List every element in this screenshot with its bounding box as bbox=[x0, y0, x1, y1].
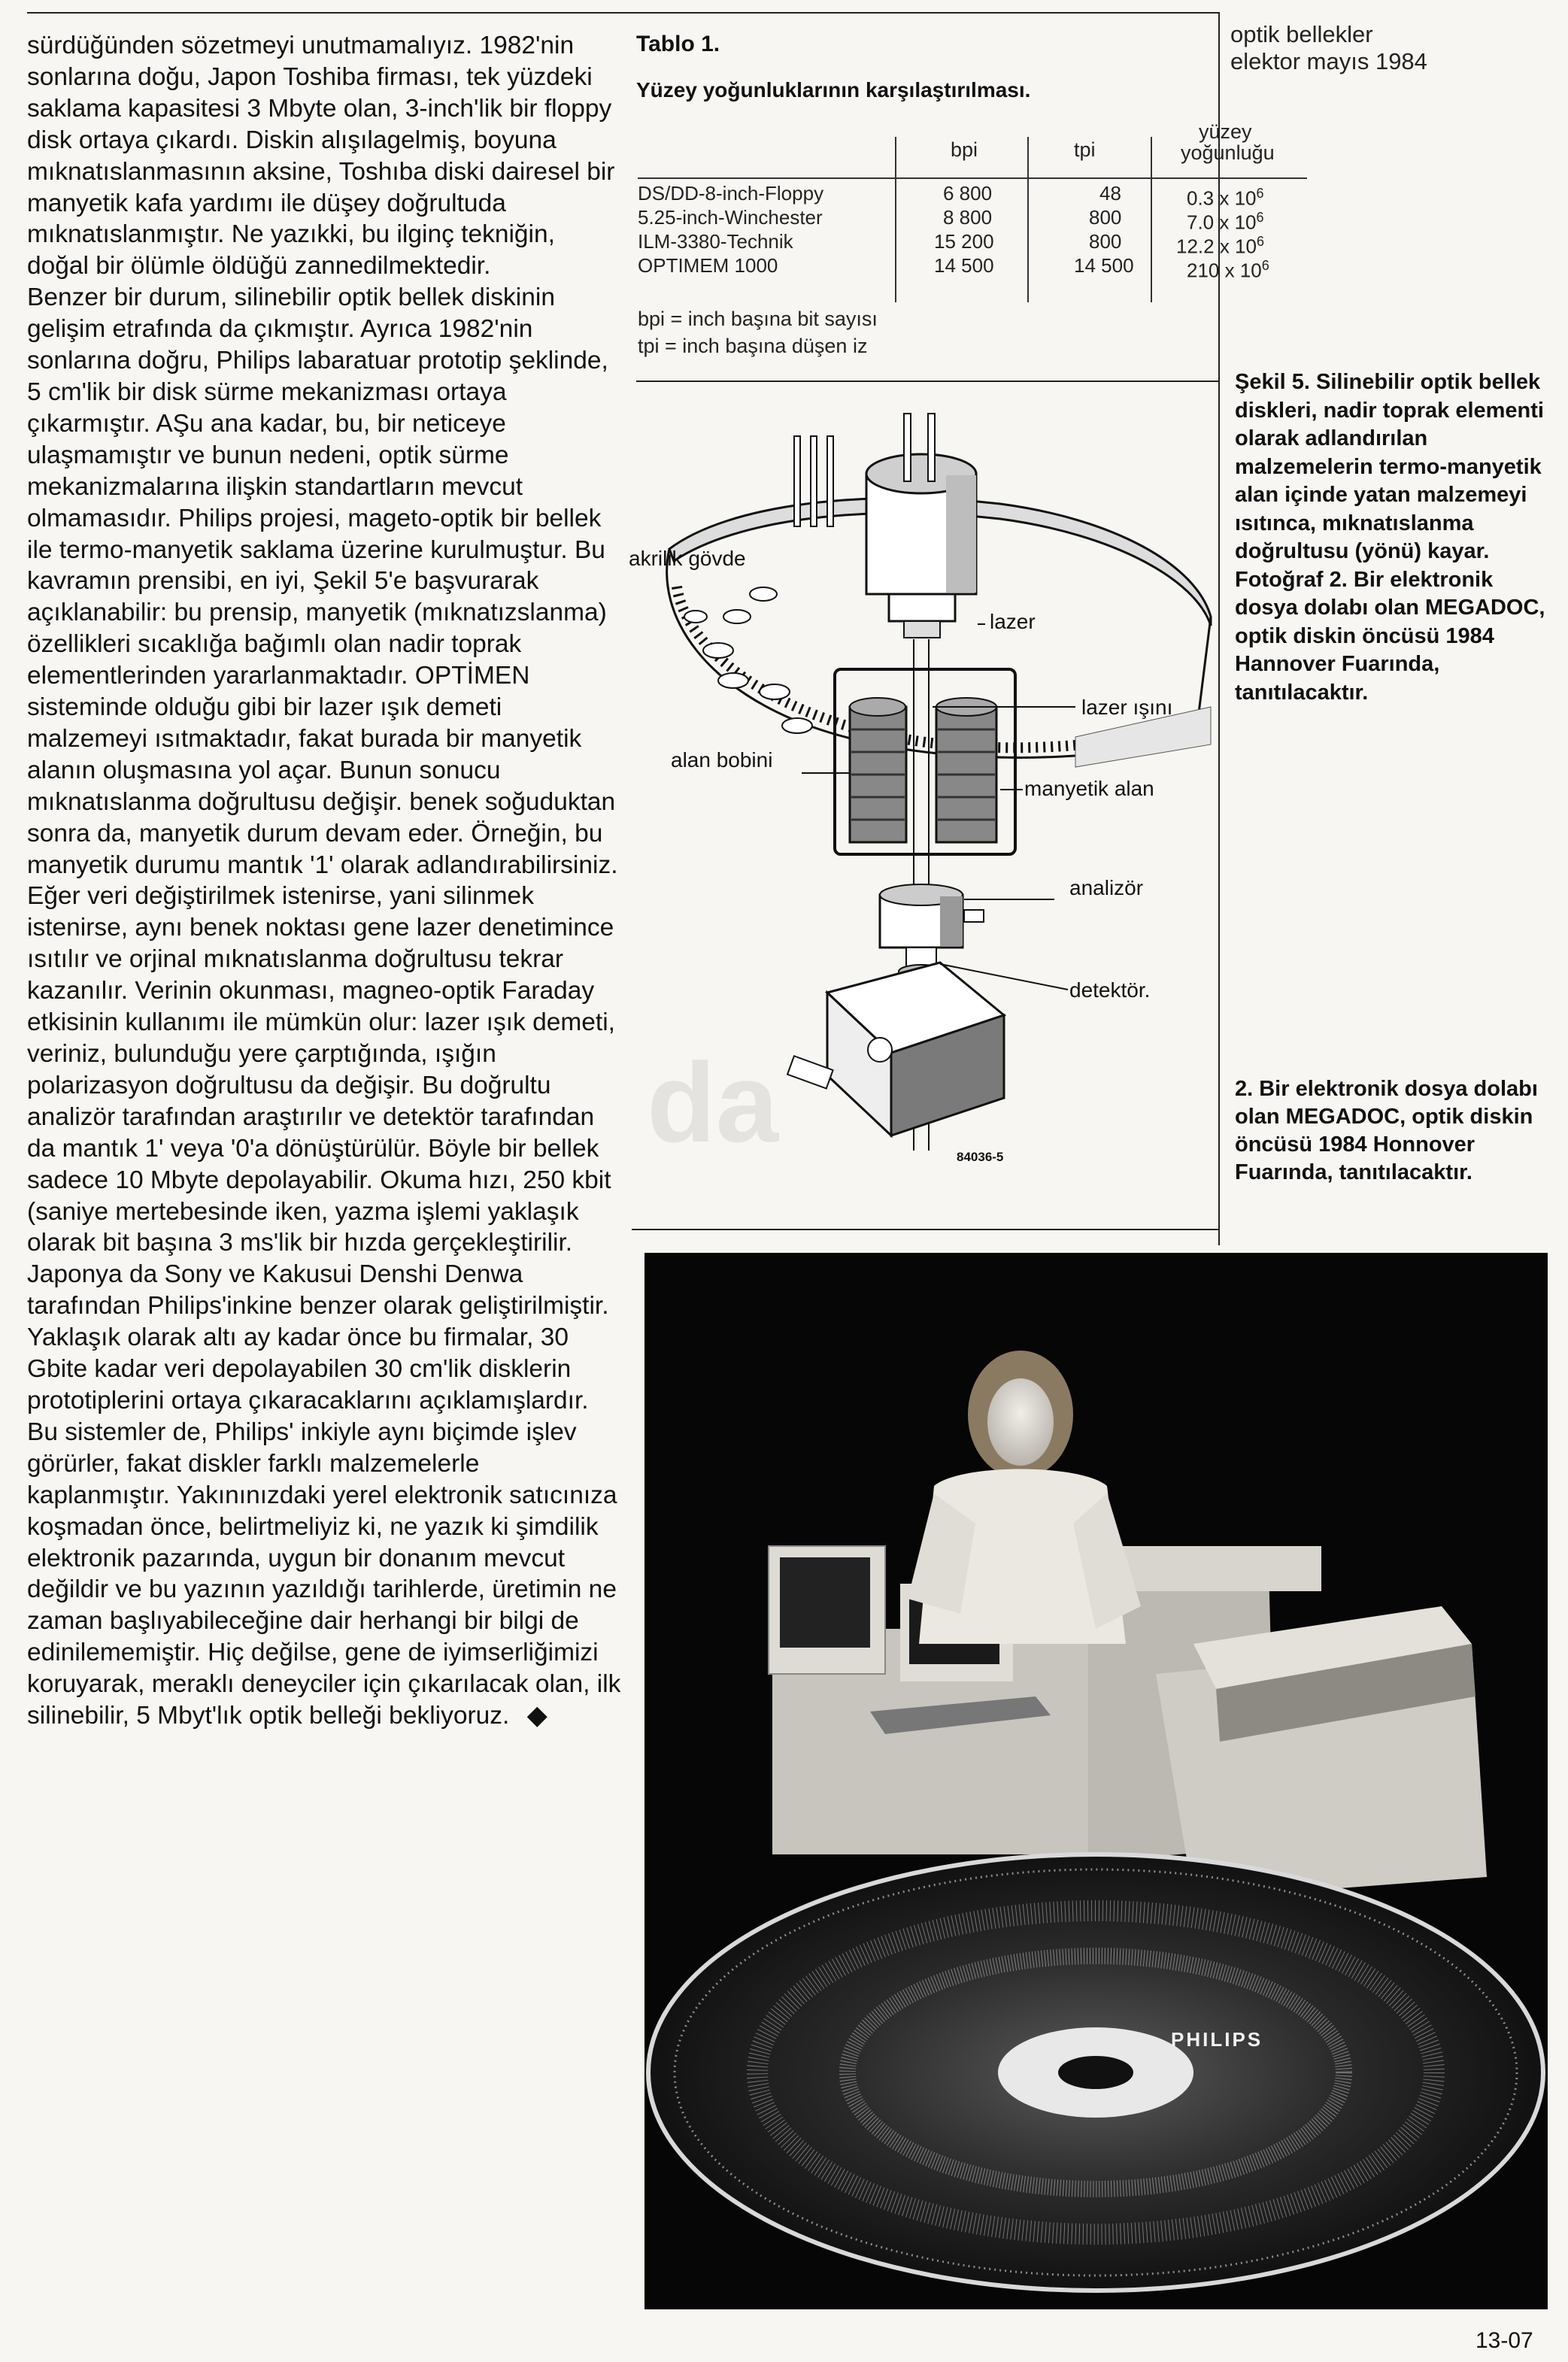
figure5-diagram bbox=[624, 391, 1241, 1203]
laser-pin bbox=[904, 414, 911, 481]
table-title: Tablo 1. bbox=[636, 32, 720, 56]
table-row-1-density-exp: 6 bbox=[1256, 186, 1264, 201]
table-header-bpi: bpi bbox=[951, 138, 978, 161]
table-note-tpi: tpi = inch başına düşen iz bbox=[638, 335, 868, 357]
optical-disc-hole bbox=[1058, 2056, 1133, 2089]
table-row-2-name: 5.25-inch-Winchester bbox=[638, 206, 823, 229]
disk-bubble bbox=[750, 587, 777, 601]
table-header-density-line2: yoğunluğu bbox=[1181, 141, 1275, 164]
label-detektor: detektör. bbox=[1069, 978, 1151, 1002]
page-number: 13-07 bbox=[1475, 2328, 1533, 2353]
table-row-4-bpi: 14 500 bbox=[934, 254, 994, 277]
table-row-2-tpi: 800 bbox=[1089, 206, 1122, 229]
table-divider-2 bbox=[1027, 137, 1029, 302]
article-paragraph-2 bbox=[27, 282, 621, 1732]
woman-face bbox=[987, 1378, 1054, 1466]
table-row-2-bpi: 8 800 bbox=[943, 206, 993, 229]
table-divider-1 bbox=[895, 137, 896, 302]
table-row-1-name: DS/DD-8-inch-Floppy bbox=[638, 182, 824, 205]
laser-body-shade bbox=[946, 475, 976, 593]
disk-bubble bbox=[782, 718, 812, 733]
table-row-4-density-exp: 6 bbox=[1261, 258, 1269, 273]
laser-pin bbox=[928, 414, 935, 481]
label-akrilik-govde: akrilik gövde bbox=[629, 547, 746, 570]
laser-lens bbox=[904, 621, 940, 638]
show-through-text: da bbox=[647, 1039, 779, 1166]
figure-code: 84036-5 bbox=[957, 1150, 1004, 1164]
analyzer-knob bbox=[964, 910, 984, 922]
table-row-3-bpi: 15 200 bbox=[934, 230, 994, 253]
table-note-bpi: bpi = inch başına bit sayısı bbox=[638, 308, 878, 330]
table-row-4-density-base: 210 x 10 bbox=[1187, 259, 1262, 282]
table-row-2-density-base: 7.0 x 10 bbox=[1187, 211, 1257, 234]
table-row-4-tpi: 14 500 bbox=[1074, 254, 1134, 277]
table-bottom-rule bbox=[636, 381, 1220, 382]
analyzer-shade bbox=[940, 896, 963, 946]
table-row-1-density-base: 0.3 x 10 bbox=[1187, 186, 1257, 210]
article-paragraph-1: sürdüğünden sözetmeyi unutmamalıyız. 1982'nin sonlarına doğu, Japon Toshiba firması, tek yüzdeki saklama kapasitesi 3 Mbyte olan, 3-inch'lik bir floppy disk ortaya çıkardı. Diskin alışılagelmiş, boyuna mıknatıslanmasının aksine, Toshıba diski dairesel bir manyetik kafa yardımı ile düşey doğrultuda mıknatıslanmıştır. Ne yazıkki, bu ilginç tekniğin, doğal bir ölümle öldüğü zannedilmektedir. bbox=[27, 32, 615, 280]
end-mark: ◆ bbox=[527, 1702, 547, 1730]
table-divider-3 bbox=[1151, 137, 1152, 302]
table-row-3-density-base: 12.2 x 10 bbox=[1176, 235, 1257, 258]
photo-caption: 2. Bir elektronik dosya dolabı olan MEGADOC, optik diskin öncüsü 1984 Honnover Fuarında, tanıtılacaktır. bbox=[1235, 1077, 1538, 1184]
table-row-3-name: ILM-3380-Technik bbox=[638, 230, 793, 253]
header-note bbox=[1230, 21, 1427, 75]
label-lazer: lazer bbox=[990, 610, 1036, 633]
label-manyetik-alan: manyetik alan bbox=[1024, 777, 1154, 800]
laser-pin bbox=[794, 436, 800, 526]
table-row-2-density-exp: 6 bbox=[1256, 210, 1264, 225]
figure5-caption: Şekil 5. Silinebilir optik bellek diskleri, nadir toprak elementi olarak adlandırılan malzemelerin termo-manyetik alan içinde yatan malzemeyi ısıtınca, mıknatıslanma doğrultusu (yönü) kayar. Fotoğraf 2. Bir elektronik dosya dolabı olan MEGADOC, optik diskin öncüsü 1984 Hannover Fuarında, tanıtılacaktır. bbox=[1235, 370, 1545, 705]
figure-bottom-rule bbox=[632, 1229, 1220, 1230]
table-row-1-bpi: 6 800 bbox=[943, 182, 993, 205]
megadoc-photo-illustration bbox=[644, 1253, 1548, 2309]
table-header-tpi: tpi bbox=[1074, 138, 1096, 161]
table-row-4-density bbox=[1187, 254, 1269, 283]
megadoc-photo bbox=[644, 1253, 1548, 2309]
label-analizor: analizör bbox=[1069, 876, 1144, 899]
table-row-3-tpi: 800 bbox=[1089, 230, 1122, 253]
table-header-density-line1: yüzey bbox=[1199, 120, 1252, 143]
laser-neck bbox=[889, 594, 955, 621]
disk-bubble bbox=[723, 610, 751, 623]
density-table bbox=[638, 120, 1300, 301]
table-header-rule bbox=[638, 177, 1307, 179]
header-note-line2: elektor mayıs 1984 bbox=[1230, 48, 1427, 74]
disk-bubble bbox=[760, 684, 790, 699]
laser-pin bbox=[811, 436, 817, 526]
article-body bbox=[27, 30, 621, 1732]
detector-port bbox=[868, 1038, 892, 1062]
table-row-4-name: OPTIMEM 1000 bbox=[638, 254, 778, 277]
disk-bubble bbox=[684, 611, 707, 623]
disk-bubble bbox=[718, 673, 748, 688]
disk-bubble bbox=[703, 643, 733, 658]
disc-brand: PHILIPS bbox=[1171, 2028, 1263, 2051]
table-subtitle: Yüzey yoğunluklarının karşılaştırılması. bbox=[636, 78, 1031, 102]
label-alan-bobini: alan bobini bbox=[671, 748, 773, 772]
laser-pin bbox=[827, 436, 833, 526]
label-lazer-isini: lazer ışını bbox=[1081, 696, 1173, 719]
table-notes bbox=[638, 305, 878, 359]
header-note-line1: optik bellekler bbox=[1230, 21, 1373, 47]
article-paragraph-2-text: Benzer bir durum, silinebilir optik bellek diskinin gelişim etrafında da çıkmıştır. Ayrıca 1982'nin sonlarına doğru, Philips labaratuar prototip şeklinde, 5 cm'lik bir disk sürme mekanizması ortaya çıkarmıştır. AŞu ana kadar, bu, bir neticeye ulaşmamıştır ve bunun nedeni, optik sürme mekanizmalarına ilişkin standartların mevcut olmamasıdır. Philips projesi, mageto-optik bir bellek ile termo-manyetik saklama üzerine kurulmuştur. Bu kavramın prensibi, en iyi, Şekil 5'e başvurarak açıklanabilir: bu prensip, manyetik (mıknatızslanma) özellikleri sıcaklığa bağımlı olan nadir toprak elementlerinden yararlanmaktadır. OPTİMEN sisteminde olduğu gibi bir lazer ışık demeti malzemeyi ısıtmaktadır, fakat burada bir manyetik alanın oluşmasına yol açar. Bunun sonucu mıknatıslanma doğrultusu değişir. benek soğuduktan sonra da, manyetik durum devam eder. Örneğin, bu manyetik durumu mantık '1' olarak adlandırabilirsiniz. Eğer veri değiştirilmek istenirse, yani silinmek istenirse, aynı benek noktası gene lazer denetimince ısıtılır ve orjinal mıknatıslanma doğrultusu tekrar kazanılır. Verinin okunması, magneo-optik Faraday etkisinin kullanımı ile mümkün olur: lazer ışık demeti, veriniz, bulunduğu yere çarptığında, ışığın polarizasyon doğrultusu da değişir. Bu doğrultu analizör tarafından araştırılır ve detektör tarafından da mantık 1' veya '0'a dönüştürülür. Böyle bir bellek sadece 10 Mbyte depolayabilir. Okuma hızı, 250 kbit (saniye mertebesinde iken, yazma işlemi yaklaşık olarak bit başına 3 ms'lik bir hızda gerçekleştirilir. Japonya da Sony ve Kakusui Denshi Denwa tarafından Philips'inkine benzer olarak geliştirilmiştir. Yaklaşık olarak altı ay kadar önce bu firmalar, 30 Gbite kadar veri depolayabilen 30 cm'lik disklerin prototiplerini ortaya çıkaracaklarını açıklamışlardır. Bu sistemler de, Philips' inkiyle aynı biçimde işlev görürler, fakat diskler farklı malzemelerle kaplanmıştır. Yakınınızdaki yerel elektronik satıcınıza koşmadan önce, belirtmeliyiz ki, ne yazık ki şimdilik elektronik pazarında, uygun bir donanım mevcut değildir ve bu yazının yazıldığı tarihlerde, üretimin ne zaman başlıyabileceğine dair herhangi bir bilgi de edinilememiştir. Hiç değilse, gene de iyimserliğimizi koruyarak, meraklı deneyciler için çıkarılacak olan, ilk silinebilir, 5 Mbyt'lık optik belleği bekliyoruz. bbox=[27, 284, 621, 1730]
table-row-3-density-exp: 6 bbox=[1256, 234, 1264, 249]
table-row-1-tpi: 48 bbox=[1099, 182, 1121, 205]
monitor-left-screen bbox=[780, 1557, 870, 1648]
field-coil-top-left bbox=[850, 698, 905, 716]
top-rule bbox=[27, 12, 1220, 14]
